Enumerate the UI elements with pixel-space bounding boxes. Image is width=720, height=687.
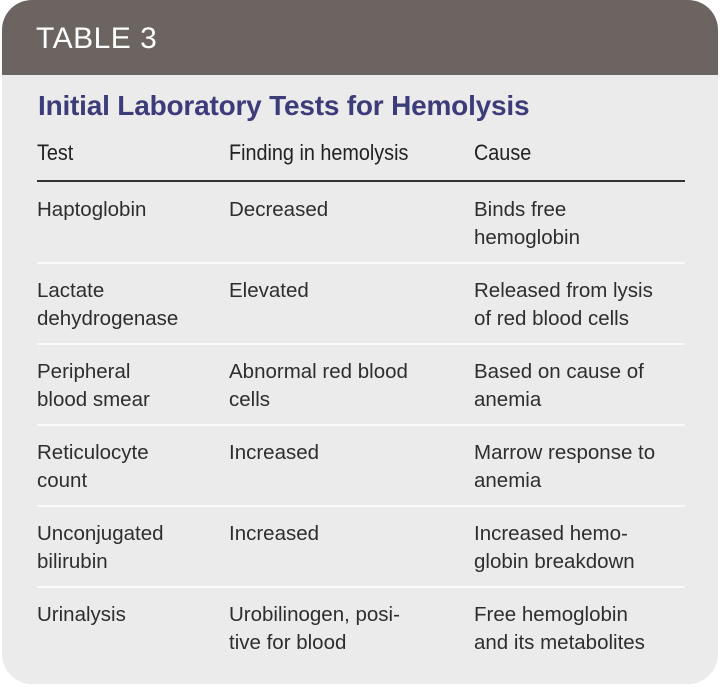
cell-line: Released from lysis [474, 279, 653, 302]
cell-line: bilirubin [37, 550, 108, 573]
cell-line: Haptoglobin [37, 198, 147, 221]
cell-finding [229, 520, 319, 548]
header-finding: Finding in hemolysis [229, 140, 409, 165]
cell-line: Urobilinogen, posi- [229, 603, 400, 626]
cell-line: cells [229, 388, 271, 411]
table-title: Initial Laboratory Tests for Hemolysis [38, 90, 530, 121]
cell-line: Unconjugated [37, 522, 164, 545]
cell-line: dehydrogenase [37, 307, 179, 330]
table-row [2, 425, 718, 506]
cell-line: Increased hemo- [474, 522, 628, 545]
cell-line: of red blood cells [474, 307, 629, 330]
cell-line: tive for blood [229, 631, 347, 654]
cell-finding [229, 358, 408, 414]
table-card [2, 0, 718, 684]
cell-test [37, 358, 150, 414]
cell-line: Increased [229, 441, 320, 464]
cell-finding [229, 277, 309, 305]
cell-line: Binds free [474, 198, 567, 221]
cell-cause [474, 601, 645, 657]
cell-line: Lactate [37, 279, 105, 302]
cell-line: Marrow response to [474, 441, 656, 464]
cell-test [37, 196, 146, 224]
cell-test [37, 439, 149, 495]
cell-finding [229, 439, 319, 467]
cell-line: Urinalysis [37, 603, 126, 626]
table-row [2, 587, 718, 668]
cell-line: anemia [474, 388, 542, 411]
cell-finding [229, 196, 328, 224]
cell-test [37, 277, 178, 333]
table-label: TABLE 3 [36, 22, 158, 55]
cell-test [37, 520, 164, 576]
cell-cause [474, 358, 644, 414]
cell-line: Elevated [229, 279, 309, 302]
cell-line: Abnormal red blood [229, 360, 408, 383]
cell-line: hemoglobin [474, 226, 580, 249]
cell-finding [229, 601, 400, 657]
cell-line: count [37, 469, 88, 492]
cell-line: globin breakdown [474, 550, 635, 573]
cell-cause [474, 520, 635, 576]
cell-test [37, 601, 126, 629]
cell-line: Increased [229, 522, 320, 545]
cell-cause [474, 439, 655, 495]
cell-cause [474, 277, 653, 333]
cell-line: Reticulocyte [37, 441, 149, 464]
cell-line: Free hemoglobin [474, 603, 628, 626]
table-row [2, 506, 718, 587]
table-row [2, 263, 718, 344]
cell-line: Based on cause of [474, 360, 644, 383]
table-row [2, 344, 718, 425]
header-test: Test [37, 140, 74, 165]
cell-line: Decreased [229, 198, 329, 221]
cell-line: blood smear [37, 388, 150, 411]
cell-cause [474, 196, 580, 252]
header-cause: Cause [474, 140, 532, 165]
cell-line: anemia [474, 469, 542, 492]
table-label-band [2, 0, 718, 75]
cell-line: and its metabolites [474, 631, 645, 654]
cell-line: Peripheral [37, 360, 131, 383]
table-row [2, 182, 718, 263]
